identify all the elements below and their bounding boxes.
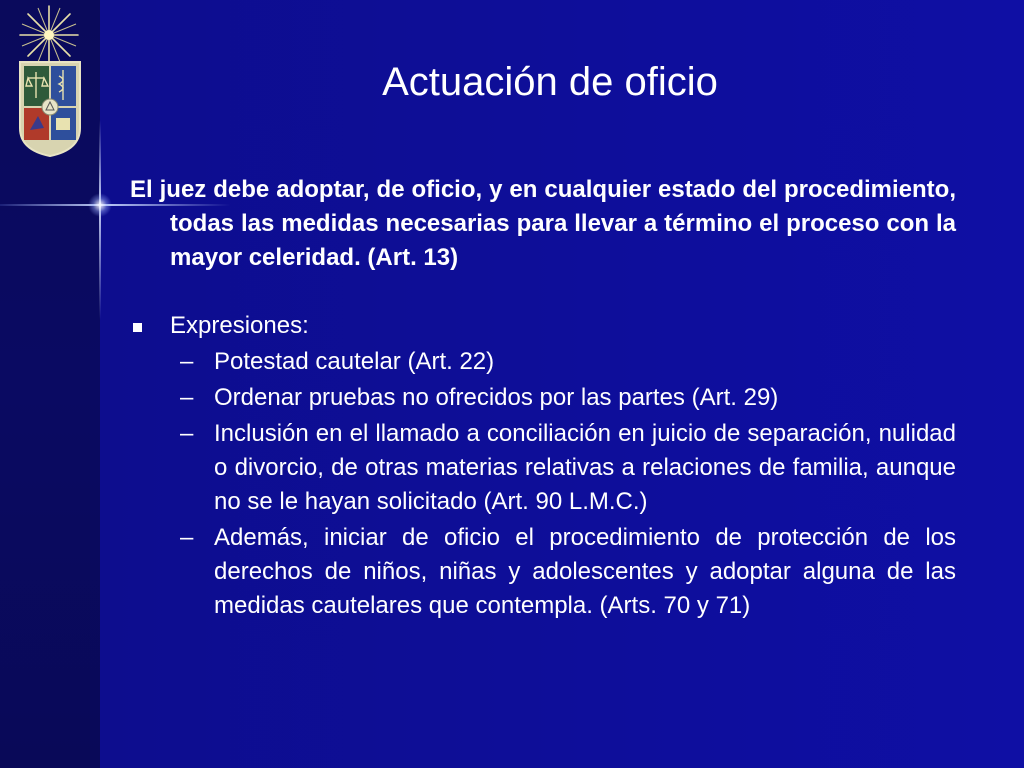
sub-item [130,521,956,623]
intro-paragraph: El juez debe adoptar, de oficio, y en cualquier estado del procedimiento, todas las medidas necesarias para llevar a término el proceso con la mayor celeridad. (Art. 13) [130,176,956,271]
dash-marker: – [180,384,194,411]
star-ornament-icon [18,4,80,66]
sub-item-text: Ordenar pruebas no ofrecidos por las partes (Art. 29) [214,384,779,411]
sub-item [130,345,956,379]
dash-marker: – [180,524,194,551]
slide-body [130,173,956,623]
bullet-item [130,309,956,343]
bullet-square-icon [133,323,142,332]
vertical-light-line [99,120,101,320]
light-flare [88,193,112,217]
sub-item [130,381,956,415]
university-crest-icon [16,58,84,158]
bullet-label: Expresiones: [170,312,309,339]
sub-item-text: Además, iniciar de oficio el procedimiento de protección de los derechos de niños, niñas y adolescentes y adoptar alguna de las medidas cautelares que contempla. (Arts. 70 y 71) [214,524,956,619]
dash-marker: – [180,420,194,447]
dash-marker: – [180,348,194,375]
slide-title: Actuación de oficio [382,60,718,104]
sub-item-text: Inclusión en el llamado a conciliación en juicio de separación, nulidad o divorcio, de otras materias relativas a relaciones de familia, aunque no se le hayan solicitado (Art. 90 L.M.C.) [214,420,956,515]
sub-item-text: Potestad cautelar (Art. 22) [214,348,495,375]
sub-item [130,417,956,519]
